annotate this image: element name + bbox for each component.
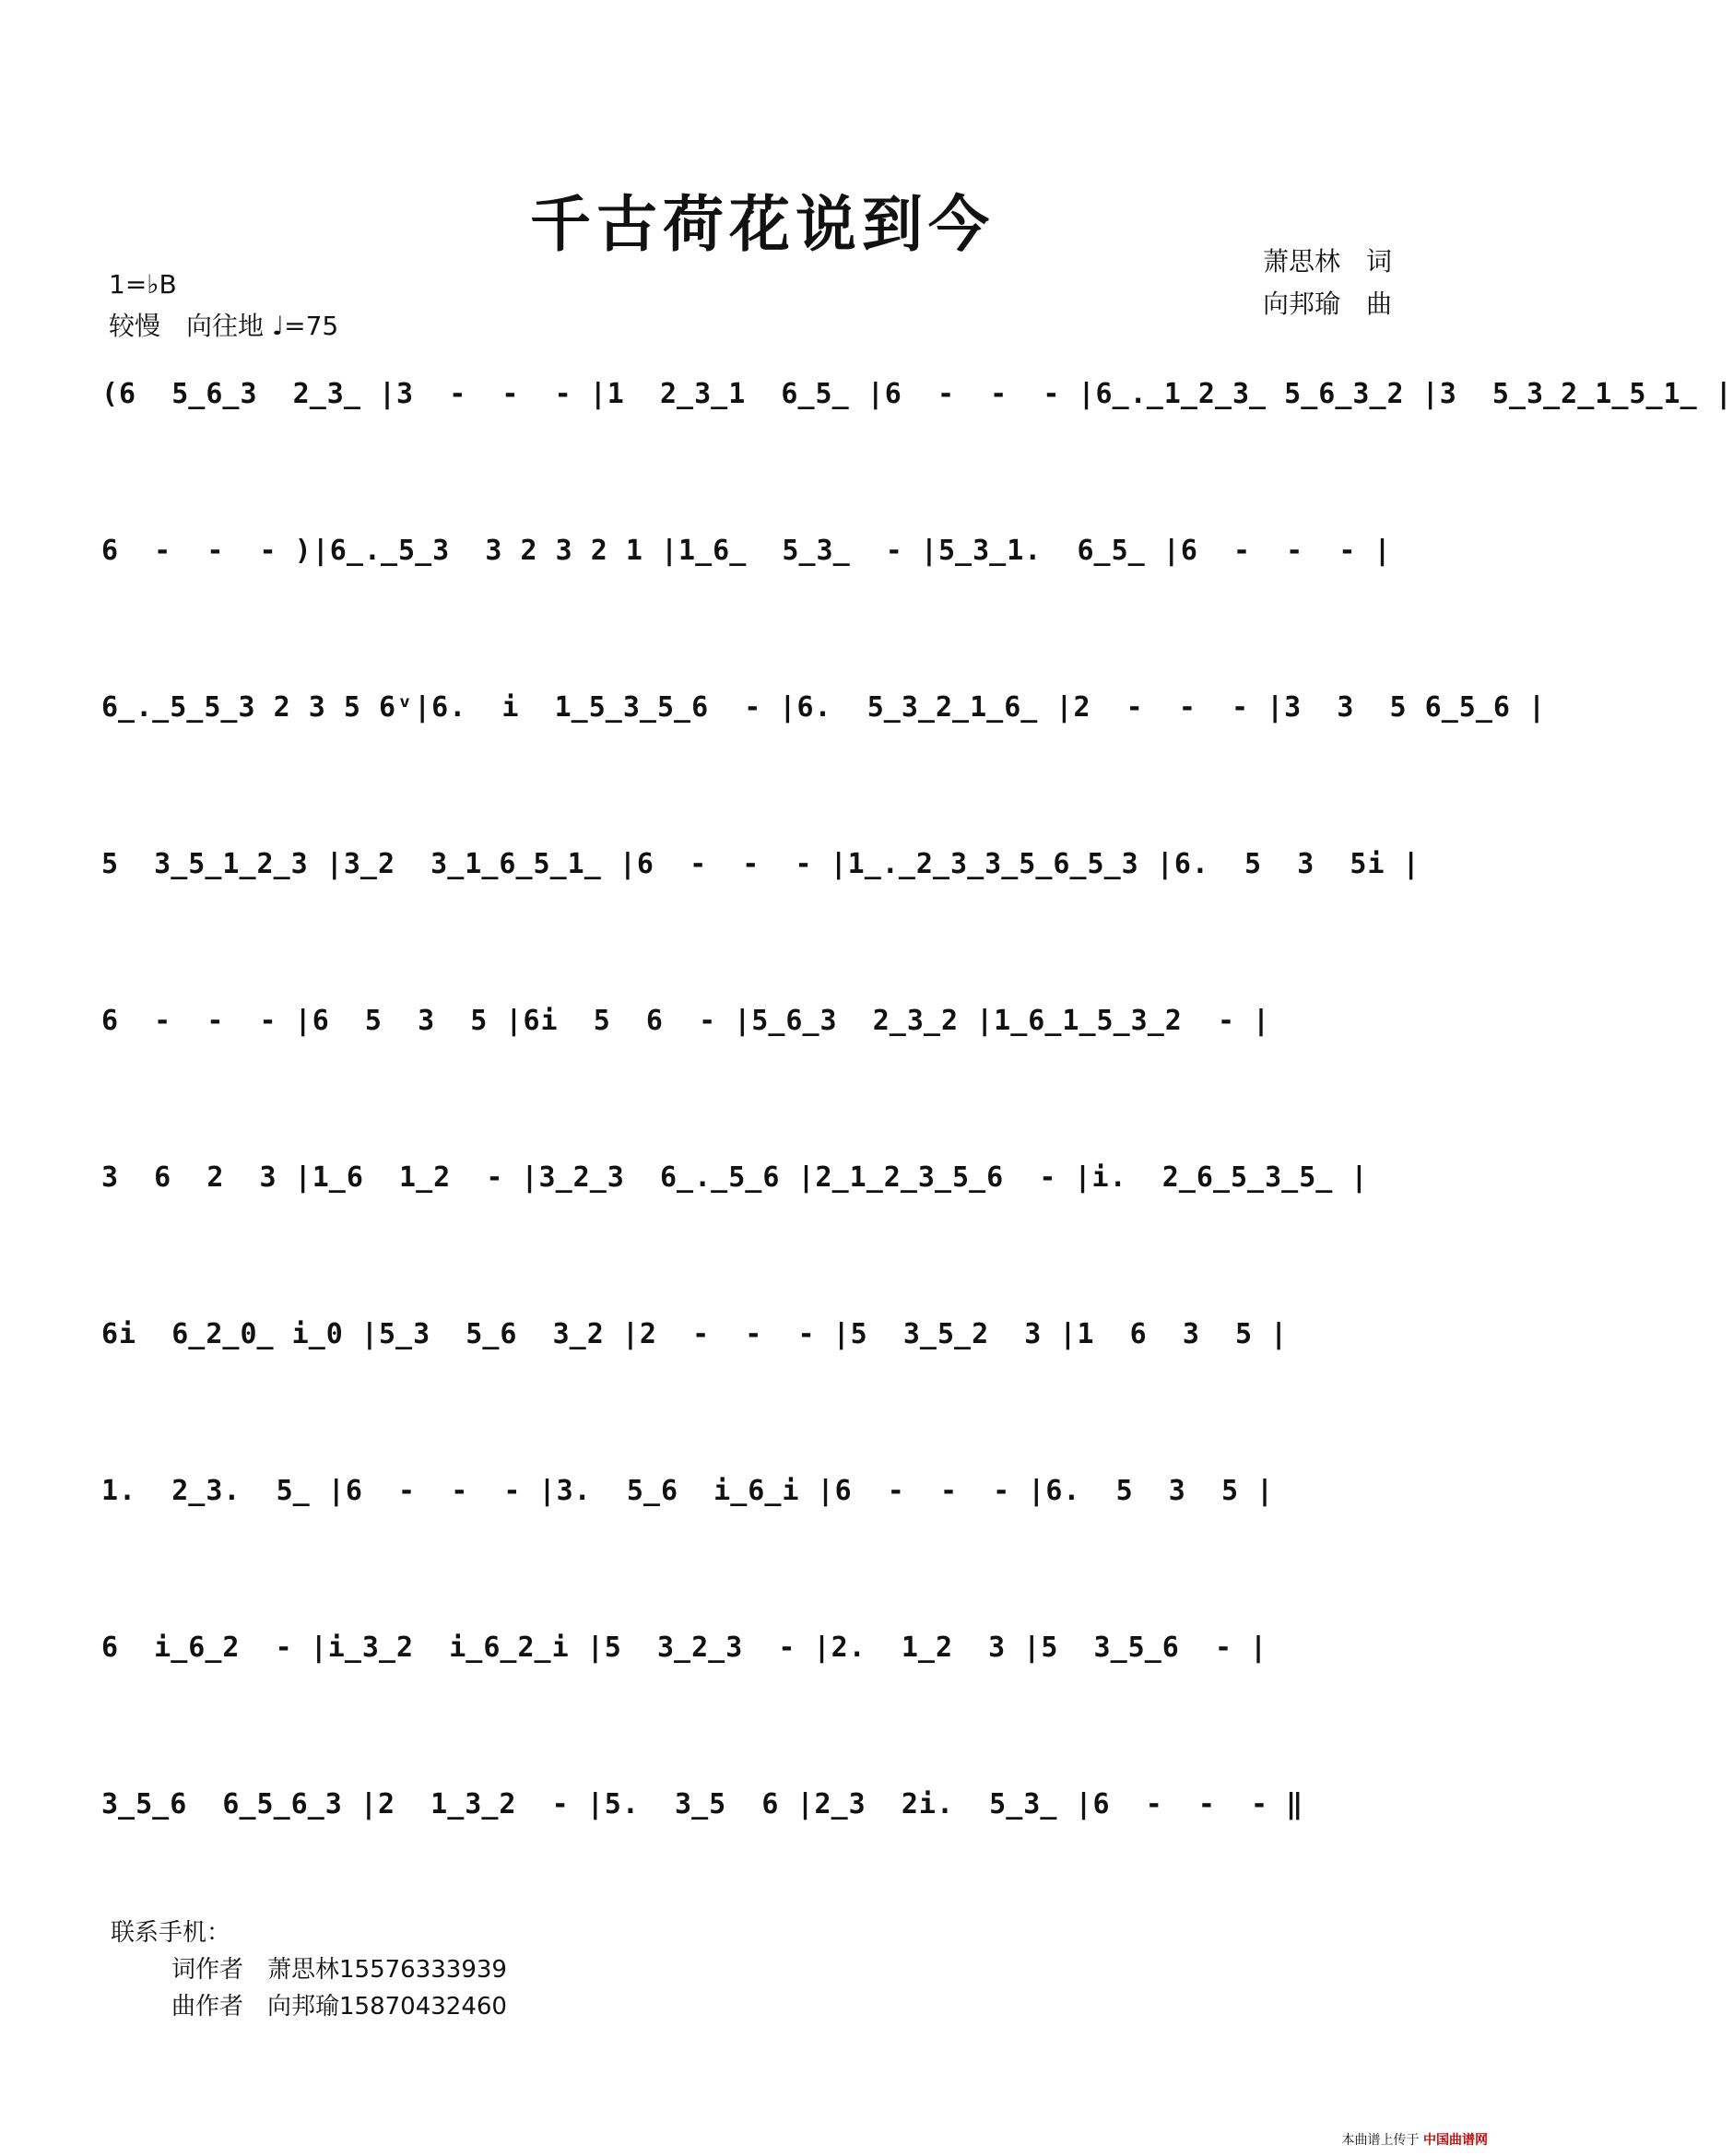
notation-row: 3̲5̲6 6̲5̲6̲3 |2 1̲3̲2 - |5. 3̲5 6 |2̲3 2i. 5̲3̲ |6 - - - ‖ <box>101 1788 1304 1820</box>
notation-row: 6 i̲6̲2 - |i̲3̲2 i̲6̲2̲i |5 3̲2̲3 - |2. 1̲2 3 |5 3̲5̲6 - | <box>101 1632 1268 1664</box>
notation-row: 5 3̲5̲1̲2̲3 |3̲2 3̲1̲6̲5̲1̲ |6 - - - |1̲.̲2̲3̲3̲5̲6̲5̲3 |6. 5 3 5i | <box>101 848 1421 880</box>
notation-row: 6i 6̲2̲0̲ i̲0 |5̲3 5̲6 3̲2 |2 - - - |5 3̲5̲2 3 |1 6 3 5 | <box>101 1318 1289 1350</box>
contact-composer: 曲作者 向邦瑜15870432460 <box>171 1993 507 2021</box>
notation-row: 6 - - - |6 5 3 5 |6i 5 6 - |5̲6̲3 2̲3̲2 |1̲6̲1̲5̲3̲2 - | <box>101 1005 1271 1037</box>
footer-text: 本曲谱上传于 <box>1341 2133 1420 2148</box>
notation-row: 6̲.̲5̲5̲3 2 3 5 6ᵛ|6. i 1̲5̲3̲5̲6 - |6. 5̲3̲2̲1̲6̲ |2 - - - |3 3 5 6̲5̲6 | <box>101 691 1547 724</box>
notation-row: (6 5̲6̲3 2̲3̲ |3 - - - |1 2̲3̲1 6̲5̲ |6 - - - |6̲.̲1̲2̲3̲ 5̲6̲3̲2 |3 5̲3̲2̲1̲5̲1̲ | <box>101 378 1733 410</box>
notation-row: 3 6 2 3 |1̲6 1̲2 - |3̲2̲3 6̲.̲5̲6 |2̲1̲2̲3̲5̲6 - |i. 2̲6̲5̲3̲5̲ | <box>101 1161 1369 1194</box>
notation-row: 1. 2̲3. 5̲ |6 - - - |3. 5̲6 i̲6̲i |6 - - - |6. 5 3 5 | <box>101 1475 1275 1507</box>
contact-lyricist: 词作者 萧思林15576333939 <box>171 1956 507 1984</box>
footer-logo: 中国曲谱网 <box>1423 2133 1488 2148</box>
notation-row: 6 - - - )|6̲.̲5̲3 3 2 3 2 1 |1̲6̲ 5̲3̲ - |5̲3̲1. 6̲5̲ |6 - - - | <box>101 535 1392 567</box>
tempo-marking: 较慢 向往地 ♩=75 <box>109 311 339 341</box>
lyricist-credit: 萧思林 词 <box>1263 246 1393 277</box>
footer <box>1342 2130 1488 2149</box>
contact-heading: 联系手机： <box>111 1919 231 1947</box>
key-signature: 1=♭B <box>109 269 177 300</box>
score-title: 千古荷花说到今 <box>530 188 995 260</box>
composer-credit: 向邦瑜 曲 <box>1263 289 1393 319</box>
